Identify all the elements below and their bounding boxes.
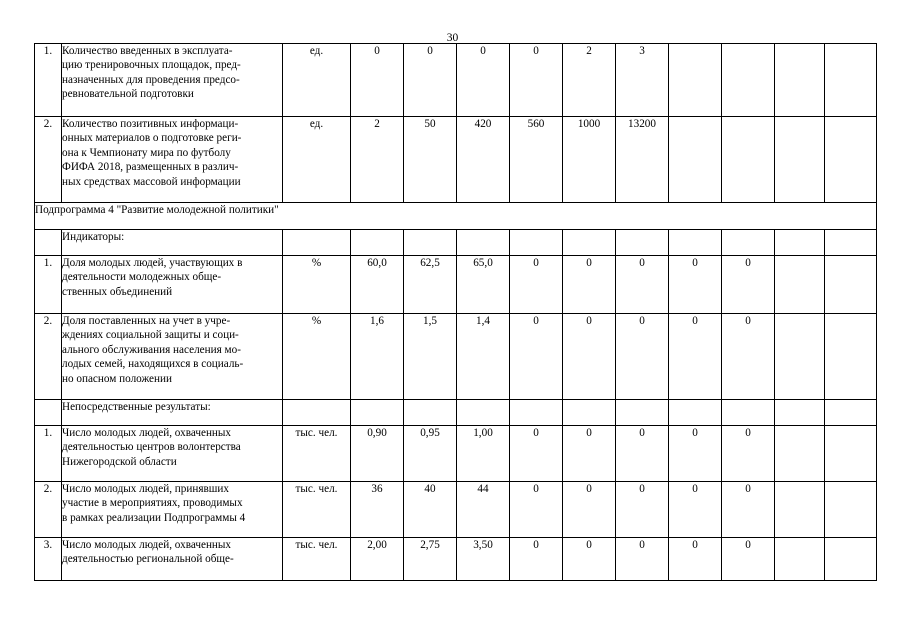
value-cell [669, 44, 722, 117]
value-cell: 13200 [616, 117, 669, 203]
value-cell: 0 [669, 482, 722, 538]
value-cell [825, 482, 877, 538]
indicator-name: Доля молодых людей, участвующих в деятельности молодежных обще- ственных объединений [62, 256, 283, 314]
value-cell [283, 230, 351, 256]
value-cell: 60,0 [351, 256, 404, 314]
value-cell: 0 [669, 426, 722, 482]
value-cell: 40 [404, 482, 457, 538]
value-cell [616, 230, 669, 256]
value-cell [775, 314, 825, 400]
unit-cell: тыс. чел. [283, 538, 351, 581]
value-cell [825, 538, 877, 581]
value-cell [722, 44, 775, 117]
table-row [35, 482, 877, 538]
value-cell [722, 117, 775, 203]
table-row [35, 538, 877, 581]
value-cell: 0 [510, 426, 563, 482]
unit-cell: % [283, 314, 351, 400]
value-cell: 65,0 [457, 256, 510, 314]
value-cell: 0 [510, 482, 563, 538]
row-number: 2. [35, 482, 62, 538]
value-cell [351, 230, 404, 256]
value-cell [775, 117, 825, 203]
value-cell [563, 230, 616, 256]
value-cell [775, 400, 825, 426]
table-row [35, 230, 877, 256]
value-cell: 0 [563, 426, 616, 482]
value-cell [825, 256, 877, 314]
value-cell: 0 [669, 538, 722, 581]
value-cell [775, 538, 825, 581]
value-cell: 2 [351, 117, 404, 203]
value-cell [283, 400, 351, 426]
value-cell: 0,95 [404, 426, 457, 482]
value-cell: 0 [722, 256, 775, 314]
value-cell: 0 [722, 314, 775, 400]
value-cell [510, 400, 563, 426]
value-cell [825, 314, 877, 400]
value-cell: 0,90 [351, 426, 404, 482]
indicator-name: Количество введенных в эксплуата- цию тренировочных площадок, пред- назначенных для проведения предсо- ревновательной подготовки [62, 44, 283, 117]
value-cell [825, 117, 877, 203]
section-row [35, 203, 877, 230]
page-number: 30 [446, 32, 459, 44]
value-cell: 0 [616, 426, 669, 482]
value-cell [722, 230, 775, 256]
value-cell [669, 400, 722, 426]
value-cell [825, 400, 877, 426]
value-cell [404, 230, 457, 256]
value-cell: 0 [510, 314, 563, 400]
indicator-name: Число молодых людей, принявших участие в мероприятиях, проводимых в рамках реализации Подпрограммы 4 [62, 482, 283, 538]
value-cell: 1,6 [351, 314, 404, 400]
indicator-name: Число молодых людей, охваченных деятельностью региональной обще- [62, 538, 283, 581]
row-number: 1. [35, 426, 62, 482]
value-cell [722, 400, 775, 426]
unit-cell: тыс. чел. [283, 482, 351, 538]
value-cell: 0 [616, 314, 669, 400]
table-body [35, 44, 877, 581]
value-cell [775, 482, 825, 538]
table-row [35, 426, 877, 482]
indicator-name: Количество позитивных информаци- онных материалов о подготовке реги- она к Чемпионату мира по футболу ФИФА 2018, размещенных в различ- ных средствах массовой информации [62, 117, 283, 203]
value-cell [669, 117, 722, 203]
value-cell: 36 [351, 482, 404, 538]
value-cell: 0 [404, 44, 457, 117]
row-number: 1. [35, 44, 62, 117]
value-cell [825, 230, 877, 256]
value-cell [563, 400, 616, 426]
value-cell: 0 [510, 256, 563, 314]
section-title: Подпрограмма 4 "Развитие молодежной политики" [35, 203, 877, 230]
row-number [35, 400, 62, 426]
value-cell: 1,4 [457, 314, 510, 400]
value-cell: 0 [616, 482, 669, 538]
value-cell: 0 [722, 482, 775, 538]
row-number: 2. [35, 117, 62, 203]
table-row [35, 314, 877, 400]
value-cell: 420 [457, 117, 510, 203]
value-cell [775, 426, 825, 482]
value-cell [351, 400, 404, 426]
value-cell: 1,00 [457, 426, 510, 482]
value-cell: 0 [616, 538, 669, 581]
value-cell [775, 256, 825, 314]
value-cell: 62,5 [404, 256, 457, 314]
row-number [35, 230, 62, 256]
value-cell [457, 400, 510, 426]
row-number: 3. [35, 538, 62, 581]
value-cell: 2 [563, 44, 616, 117]
value-cell [669, 230, 722, 256]
value-cell [616, 400, 669, 426]
indicator-name: Доля поставленных на учет в учре- ждениях социальной защиты и соци- ального обслуживания населения мо- лодых семей, находящихся в социаль- но опасном положении [62, 314, 283, 400]
value-cell [404, 400, 457, 426]
value-cell: 50 [404, 117, 457, 203]
unit-cell: тыс. чел. [283, 426, 351, 482]
group-label: Непосредственные результаты: [62, 400, 283, 426]
row-number: 2. [35, 314, 62, 400]
indicators-table [34, 43, 877, 581]
value-cell: 0 [510, 538, 563, 581]
value-cell: 3 [616, 44, 669, 117]
value-cell [510, 230, 563, 256]
value-cell: 0 [563, 314, 616, 400]
value-cell [457, 230, 510, 256]
value-cell: 560 [510, 117, 563, 203]
value-cell: 44 [457, 482, 510, 538]
value-cell: 0 [563, 538, 616, 581]
value-cell: 0 [722, 538, 775, 581]
value-cell [825, 44, 877, 117]
value-cell: 2,00 [351, 538, 404, 581]
value-cell: 0 [351, 44, 404, 117]
value-cell: 0 [510, 44, 563, 117]
row-number: 1. [35, 256, 62, 314]
value-cell: 0 [669, 314, 722, 400]
group-label: Индикаторы: [62, 230, 283, 256]
table-row [35, 44, 877, 117]
value-cell: 0 [616, 256, 669, 314]
unit-cell: ед. [283, 117, 351, 203]
table-row [35, 117, 877, 203]
unit-cell: % [283, 256, 351, 314]
value-cell: 1000 [563, 117, 616, 203]
value-cell [825, 426, 877, 482]
value-cell: 0 [457, 44, 510, 117]
value-cell: 0 [563, 256, 616, 314]
value-cell: 3,50 [457, 538, 510, 581]
value-cell: 1,5 [404, 314, 457, 400]
value-cell: 2,75 [404, 538, 457, 581]
table-row [35, 256, 877, 314]
table-row [35, 400, 877, 426]
value-cell: 0 [722, 426, 775, 482]
indicator-name: Число молодых людей, охваченных деятельностью центров волонтерства Нижегородской области [62, 426, 283, 482]
value-cell [775, 44, 825, 117]
value-cell: 0 [669, 256, 722, 314]
unit-cell: ед. [283, 44, 351, 117]
value-cell: 0 [563, 482, 616, 538]
value-cell [775, 230, 825, 256]
